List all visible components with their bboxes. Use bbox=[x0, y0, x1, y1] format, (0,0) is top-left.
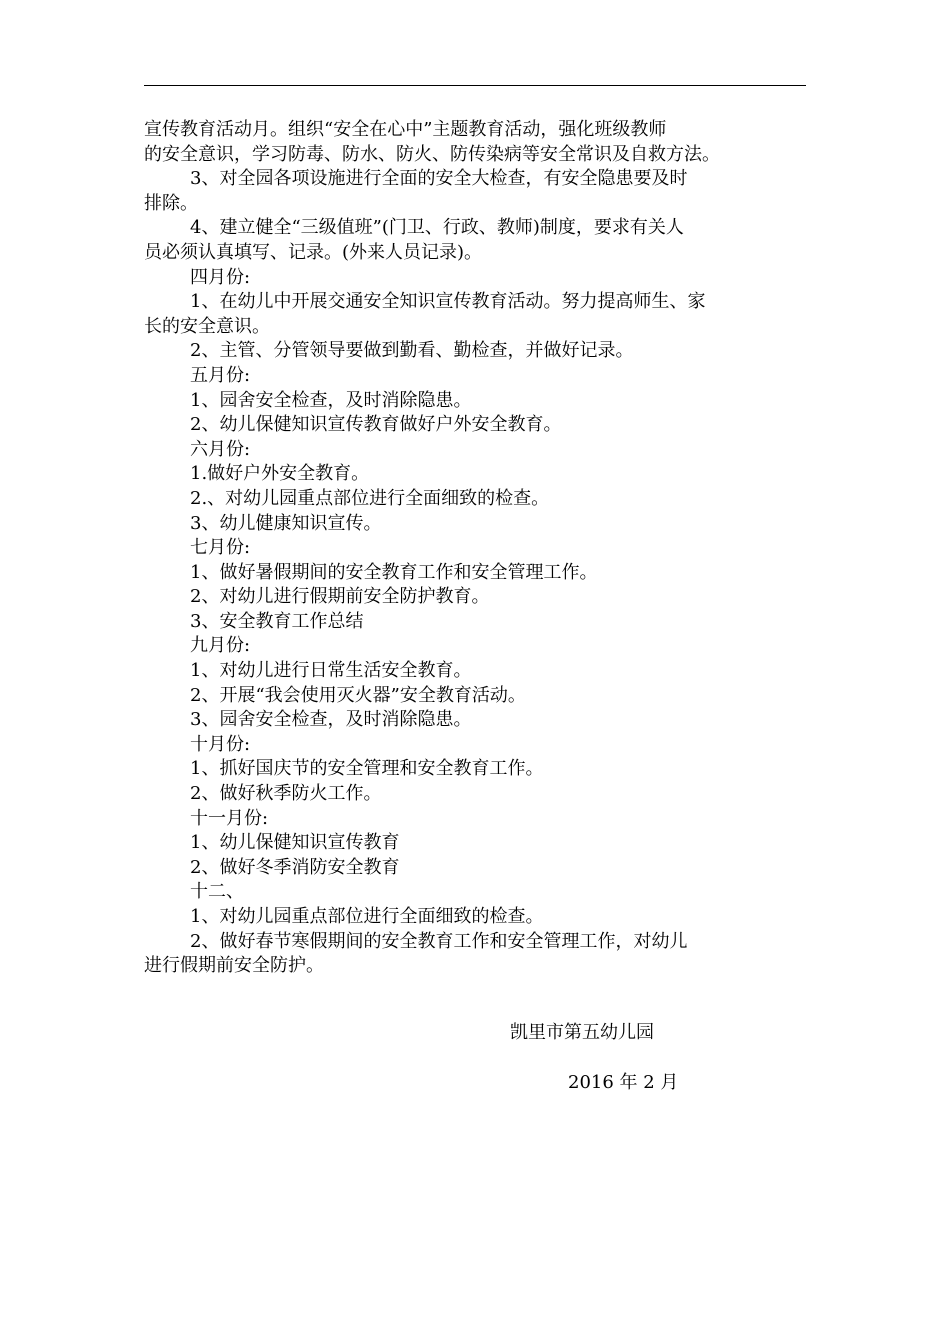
document-line: 3、对全园各项设施进行全面的安全大检查，有安全隐患要及时 bbox=[190, 168, 688, 190]
document-line: 长的安全意识。 bbox=[144, 315, 270, 337]
document-line: 3、幼儿健康知识宣传。 bbox=[190, 512, 382, 534]
document-line: 1.做好户外安全教育。 bbox=[190, 463, 370, 485]
document-line: 3、安全教育工作总结 bbox=[190, 610, 364, 632]
document-line: 的安全意识，学习防毒、防水、防火、防传染病等安全常识及自救方法。 bbox=[144, 143, 720, 165]
document-line: 2、对幼儿进行假期前安全防护教育。 bbox=[190, 586, 490, 608]
document-line: 2、做好春节寒假期间的安全教育工作和安全管理工作，对幼儿 bbox=[190, 930, 688, 952]
document-line: 1、抓好国庆节的安全管理和安全教育工作。 bbox=[190, 758, 544, 780]
document-line: 十月份: bbox=[190, 733, 251, 755]
document-body bbox=[144, 118, 808, 979]
document-line: 2、做好冬季消防安全教育 bbox=[190, 856, 400, 878]
document-line: 2、主管、分管领导要做到勤看、勤检查，并做好记录。 bbox=[190, 340, 634, 362]
document-line: 3、园舍安全检查，及时消除隐患。 bbox=[190, 709, 472, 731]
document-line: 2.、对幼儿园重点部位进行全面细致的检查。 bbox=[190, 487, 550, 509]
document-line: 十一月份: bbox=[190, 807, 269, 829]
document-line: 排除。 bbox=[144, 192, 198, 214]
document-line: 4、建立健全“三级值班”(门卫、行政、教师)制度，要求有关人 bbox=[190, 217, 684, 239]
document-line: 宣传教育活动月。组织“安全在心中”主题教育活动，强化班级教师 bbox=[144, 119, 667, 140]
document-line: 2、做好秋季防火工作。 bbox=[190, 783, 382, 805]
document-line: 1、对幼儿园重点部位进行全面细致的检查。 bbox=[190, 906, 544, 927]
document-line: 六月份: bbox=[190, 438, 251, 460]
document-line: 七月份: bbox=[190, 537, 251, 559]
document-line: 五月份: bbox=[190, 364, 251, 386]
document-line: 员必须认真填写、记录。(外来人员记录)。 bbox=[144, 241, 483, 263]
header-rule bbox=[144, 85, 806, 86]
document-line: 1、做好暑假期间的安全教育工作和安全管理工作。 bbox=[190, 561, 598, 583]
document-line: 1、园舍安全检查，及时消除隐患。 bbox=[190, 389, 472, 411]
document-line: 2、开展“我会使用灭火器”安全教育活动。 bbox=[190, 684, 526, 706]
document-line: 1、幼儿保健知识宣传教育 bbox=[190, 832, 400, 854]
document-line: 1、对幼儿进行日常生活安全教育。 bbox=[190, 660, 472, 682]
document-line: 进行假期前安全防护。 bbox=[144, 955, 324, 977]
document-line: 九月份: bbox=[190, 635, 251, 657]
document-line: 四月份: bbox=[190, 266, 251, 288]
document-line: 1、在幼儿中开展交通安全知识宣传教育活动。努力提高师生、家 bbox=[190, 291, 706, 313]
document-line: 十二、 bbox=[190, 881, 244, 903]
signature-organization: 凯里市第五幼儿园 bbox=[510, 1022, 654, 1043]
signature-date: 2016 年 2 月 bbox=[568, 1072, 679, 1093]
document-line: 2、幼儿保健知识宣传教育做好户外安全教育。 bbox=[190, 414, 562, 436]
